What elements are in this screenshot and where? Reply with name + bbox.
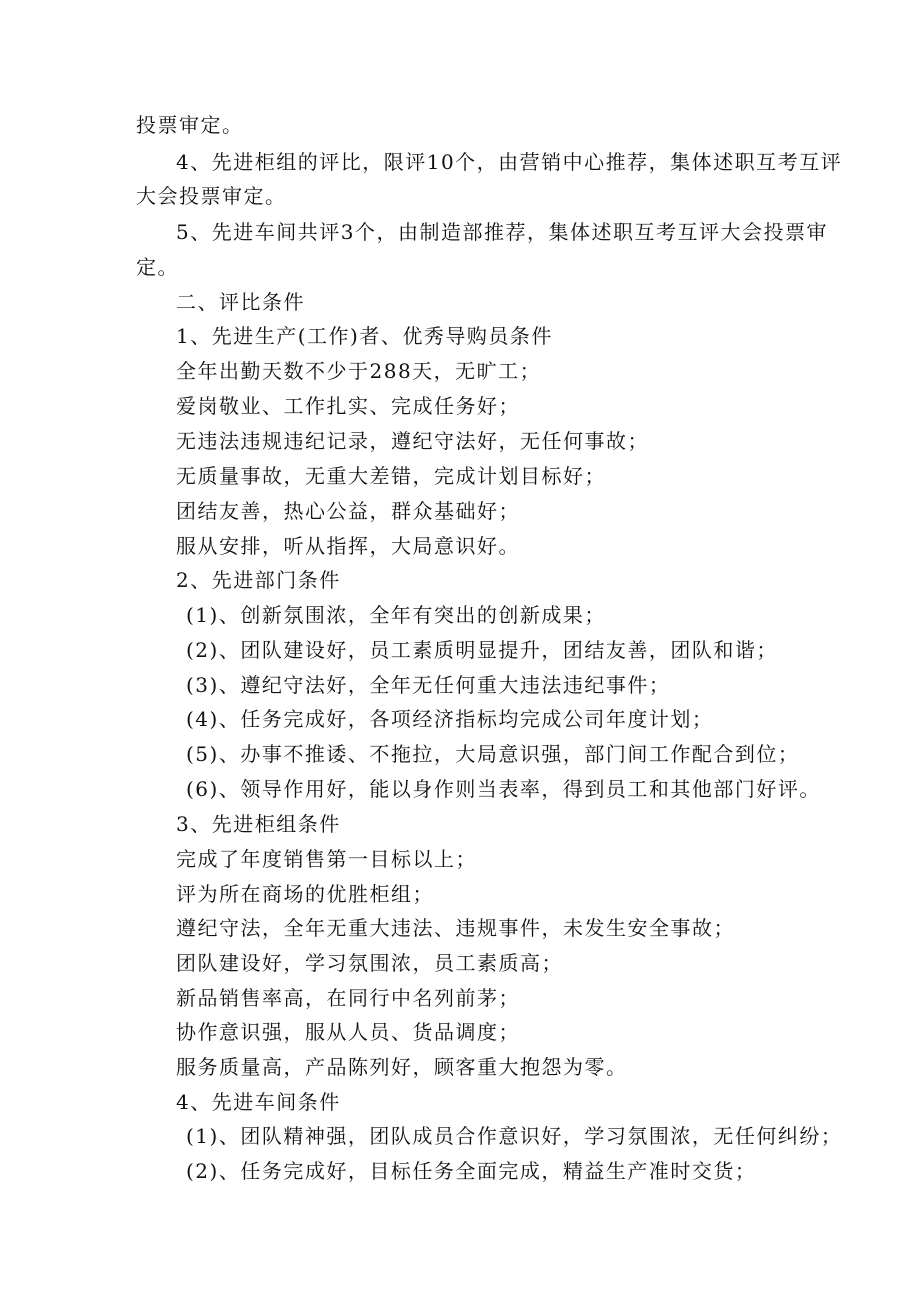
list-item: (6)、领导作用好，能以身作则当表率，得到员工和其他部门好评。 — [186, 777, 821, 801]
list-item: (2)、团队建设好，员工素质明显提升，团结友善，团队和谐； — [186, 638, 778, 662]
text-line: 协作意识强，服从人员、货品调度； — [176, 1020, 520, 1044]
list-item: (3)、遵纪守法好，全年无任何重大违法违纪事件； — [186, 673, 671, 697]
text-line: 无质量事故，无重大差错，完成计划目标好； — [176, 464, 606, 488]
text-line: 团队建设好，学习氛围浓，员工素质高； — [176, 951, 563, 975]
text-line: 服从安排，听从指挥，大局意识好。 — [176, 534, 520, 558]
text-line: 投票审定。 — [136, 113, 244, 137]
text-line: 大会投票审定。 — [136, 184, 287, 208]
list-item: (2)、任务完成好，目标任务全面完成，精益生产准时交货； — [186, 1159, 757, 1183]
subsection-heading: 1、先进生产(工作)者、优秀导购员条件 — [176, 324, 553, 348]
text-line: 爱岗敬业、工作扎实、完成任务好； — [176, 394, 520, 418]
list-item: (4)、任务完成好，各项经济指标均完成公司年度计划； — [186, 707, 714, 731]
section-heading: 二、评比条件 — [176, 290, 305, 314]
text-line: 评为所在商场的优胜柜组； — [176, 882, 434, 906]
subsection-heading: 4、先进车间条件 — [176, 1090, 341, 1114]
subsection-heading: 3、先进柜组条件 — [176, 812, 341, 836]
text-line: 团结友善，热心公益，群众基础好； — [176, 499, 520, 523]
list-item: (1)、团队精神强，团队成员合作意识好，学习氛围浓，无任何纠纷； — [186, 1124, 843, 1148]
text-line: 4、先进柜组的评比，限评10个，由营销中心推荐，集体述职互考互评 — [176, 150, 843, 174]
text-line: 定。 — [136, 255, 179, 279]
text-line: 新品销售率高，在同行中名列前茅； — [176, 986, 520, 1010]
text-line: 完成了年度销售第一目标以上； — [176, 847, 477, 871]
text-line: 服务质量高，产品陈列好，顾客重大抱怨为零。 — [176, 1055, 628, 1079]
list-item: (5)、办事不推诿、不拖拉，大局意识强，部门间工作配合到位； — [186, 742, 800, 766]
text-line: 无违法违规违纪记录，遵纪守法好，无任何事故； — [176, 429, 649, 453]
text-line: 全年出勤天数不少于288天，无旷工； — [176, 359, 542, 383]
list-item: (1)、创新氛围浓，全年有突出的创新成果； — [186, 603, 606, 627]
text-line: 5、先进车间共评3个，由制造部推荐，集体述职互考互评大会投票审 — [176, 220, 828, 244]
text-line: 遵纪守法，全年无重大违法、违规事件，未发生安全事故； — [176, 916, 735, 940]
subsection-heading: 2、先进部门条件 — [176, 568, 341, 592]
